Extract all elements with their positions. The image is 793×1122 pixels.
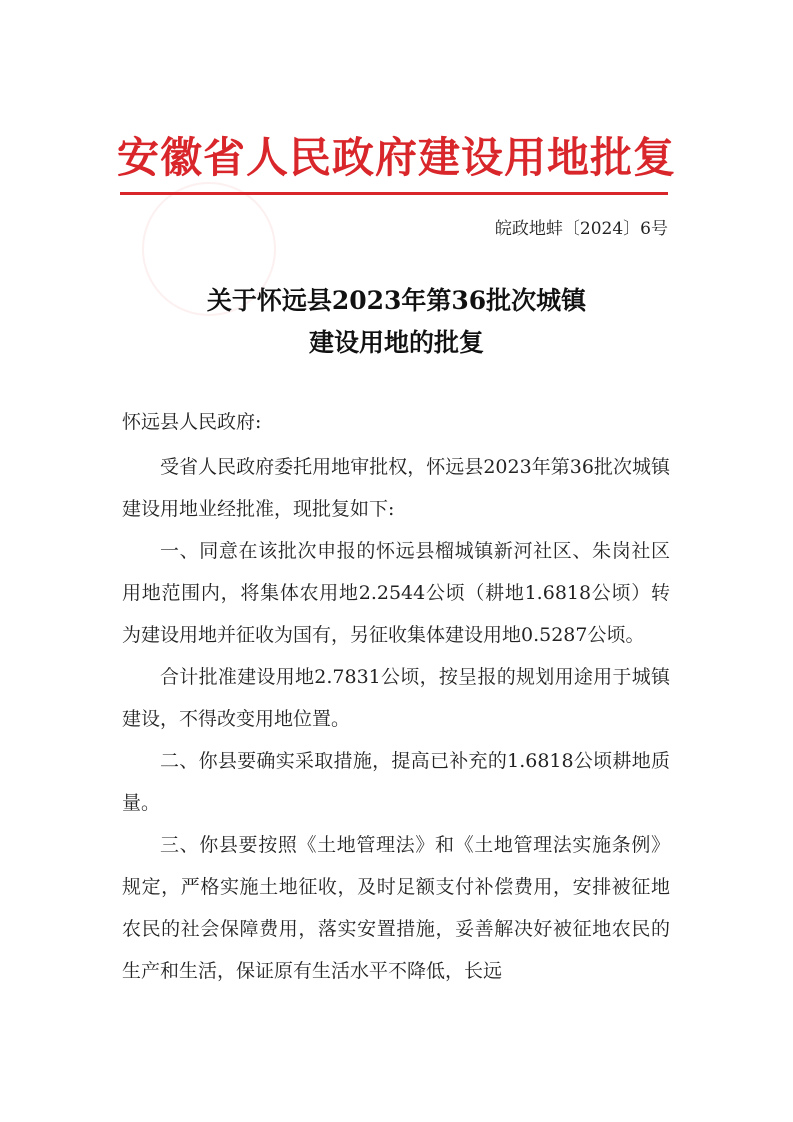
document-number: 皖政地蚌〔2024〕6号 [494,219,668,239]
body-paragraph: 一、同意在该批次申报的怀远县榴城镇新河社区、朱岗社区用地范围内，将集体农用地2.2544公顷（耕地1.6818公顷）转为建设用地并征收为国有，另征收集体建设用地0.5287公顷。 [122,540,670,646]
body-paragraph: 二、你县要确实采取措施，提高已补充的1.6818公顷耕地质量。 [122,750,670,814]
document-title-line-1: 关于怀远县2023年第36批次城镇 [206,286,587,315]
document-title-line-2: 建设用地的批复 [308,328,484,357]
body-paragraph: 受省人民政府委托用地审批权，怀远县2023年第36批次城镇建设用地业经批准，现批复如下: [122,456,670,520]
agency-header-title: 安徽省人民政府建设用地批复 [116,133,676,182]
salutation: 怀远县人民政府: [122,411,262,433]
body-paragraph: 三、你县要按照《土地管理法》和《土地管理法实施条例》规定，严格实施土地征收，及时足额支付补偿费用，安排被征地农民的社会保障费用，落实安置措施，妥善解决好被征地农民的生产和生活，保证原有生活水平不降低，长远 [122,834,670,982]
body-paragraph: 合计批准建设用地2.7831公顷，按呈报的规划用途用于城镇建设，不得改变用地位置。 [122,666,670,730]
document-body [122,446,670,992]
